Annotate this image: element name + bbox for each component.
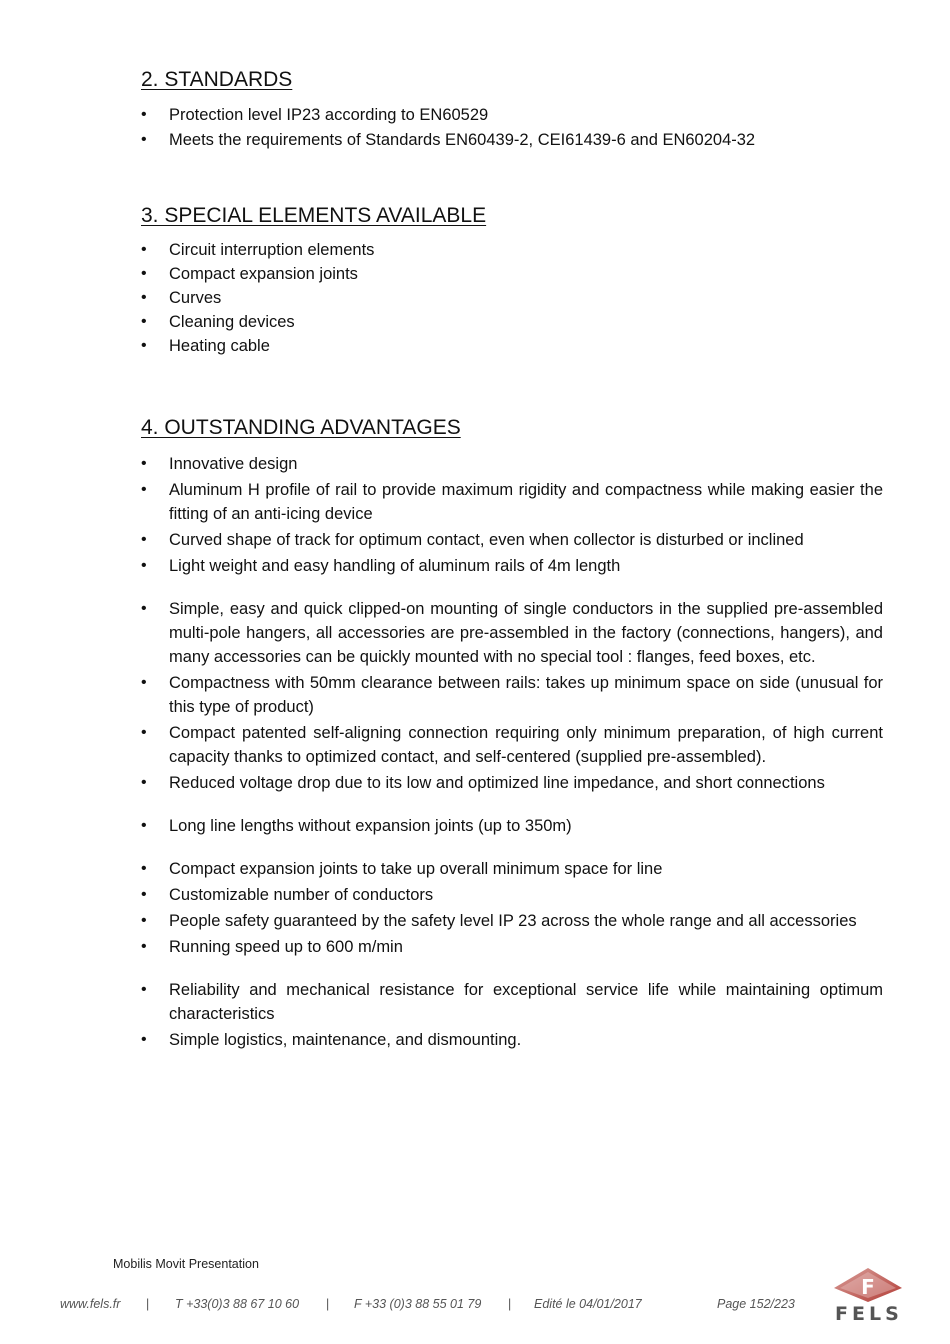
special-elements-list — [141, 238, 883, 358]
list-item: • Aluminum H profile of rail to provide maximum rigidity and compactness while making easier the fitting of an anti-icing device — [141, 478, 883, 526]
footer-separator: | — [146, 1297, 150, 1311]
list-item: • Reduced voltage drop due to its low and optimized line impedance, and short connections — [141, 771, 883, 795]
footer-document-title: Mobilis Movit Presentation — [113, 1257, 259, 1271]
list-item: • Meets the requirements of Standards EN60439-2, CEI61439-6 and EN60204-32 — [141, 128, 883, 153]
list-item: • People safety guaranteed by the safety level IP 23 across the whole range and all accessories — [141, 909, 883, 933]
list-item: • Heating cable — [141, 334, 883, 358]
list-item: • Compactness with 50mm clearance between rails: takes up minimum space on side (unusual for this type of product) — [141, 671, 883, 719]
section-title-advantages: 4. OUTSTANDING ADVANTAGES — [141, 416, 461, 439]
list-item: • Circuit interruption elements — [141, 238, 883, 262]
logo-wordmark: FELS — [835, 1303, 903, 1325]
list-item: • Long line lengths without expansion joints (up to 350m) — [141, 814, 883, 838]
list-item: • Reliability and mechanical resistance for exceptional service life while maintaining optimum characteristics — [141, 978, 883, 1026]
list-item: • Running speed up to 600 m/min — [141, 935, 883, 959]
list-item: • Compact expansion joints — [141, 262, 883, 286]
footer-phone: T +33(0)3 88 67 10 60 — [175, 1297, 300, 1311]
footer-page-number: Page 152/223 — [717, 1297, 795, 1311]
list-item: • Cleaning devices — [141, 310, 883, 334]
footer-separator: | — [508, 1297, 512, 1311]
section-title-standards: 2. STANDARDS — [141, 68, 293, 91]
list-item: • Protection level IP23 according to EN60529 — [141, 103, 883, 128]
list-item: • Innovative design — [141, 452, 883, 476]
list-item: • Simple, easy and quick clipped-on mounting of single conductors in the supplied pre-assembled multi-pole hangers, all accessories are pre-assembled in the factory (connections, hangers), and many accessories can be quickly mounted with no special tool : flanges, feed boxes, etc. — [141, 597, 883, 669]
list-item: • Compact expansion joints to take up overall minimum space for line — [141, 857, 883, 881]
logo-letter: F — [861, 1275, 875, 1299]
footer-edit-date: Edité le 04/01/2017 — [534, 1297, 642, 1311]
list-item: • Light weight and easy handling of aluminum rails of 4m length — [141, 554, 883, 578]
list-item: • Curved shape of track for optimum contact, even when collector is disturbed or inclined — [141, 528, 883, 552]
list-item: • Simple logistics, maintenance, and dismounting. — [141, 1028, 883, 1052]
footer-fax: F +33 (0)3 88 55 01 79 — [354, 1297, 482, 1311]
section-title-special-elements: 3. SPECIAL ELEMENTS AVAILABLE — [141, 204, 487, 227]
standards-list — [141, 103, 883, 152]
footer-website: www.fels.fr — [60, 1297, 121, 1311]
list-item: • Compact patented self-aligning connection requiring only minimum preparation, of high current capacity thanks to optimized contact, and self-centered (supplied pre-assembled). — [141, 721, 883, 769]
footer-separator: | — [326, 1297, 330, 1311]
list-item: • Curves — [141, 286, 883, 310]
list-item: • Customizable number of conductors — [141, 883, 883, 907]
advantages-list — [141, 452, 883, 1052]
